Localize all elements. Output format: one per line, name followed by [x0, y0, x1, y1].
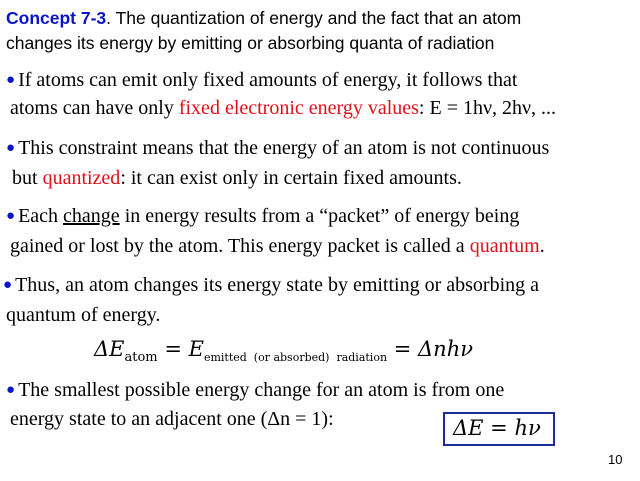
- highlight-text: fixed electronic energy values: [178, 97, 419, 119]
- bullet-5-line2: [10, 407, 334, 431]
- bullet-text: The smallest possible energy change for an atom is from one: [18, 379, 505, 401]
- equation-middle-subscript: emitted (or absorbed) radiation: [203, 351, 388, 364]
- bullet-icon: ●: [6, 72, 16, 88]
- equals-sign: =: [157, 337, 189, 361]
- bullet-5-line1: [6, 378, 504, 404]
- bullet-2-line2: [12, 166, 462, 190]
- equation-lhs: ΔE: [94, 337, 125, 361]
- boxed-equation: [443, 412, 555, 446]
- bullet-4-line1: [3, 273, 539, 299]
- bullet-text: energy state to an adjacent one (Δn = 1):: [10, 408, 334, 430]
- highlight-text: quantum: [469, 235, 540, 257]
- bullet-text: Thus, an atom changes its energy state by emitting or absorbing a: [15, 274, 540, 296]
- bullet-2-line1: [6, 136, 549, 162]
- bullet-text: atoms can have only: [10, 97, 179, 119]
- slide-title-line2: [6, 32, 494, 54]
- equation-lhs-subscript: atom: [124, 350, 158, 365]
- title-text-2: changes its energy by emitting or absorbing quanta of radiation: [6, 33, 495, 53]
- boxed-equation-text: ΔE = hν: [453, 416, 541, 440]
- bullet-text: : E = 1hν, 2hν, ...: [418, 97, 557, 119]
- equation-rhs: Δnhν: [418, 337, 473, 361]
- title-text: . The quantization of energy and the fact that an atom: [106, 8, 522, 28]
- bullet-text: but: [12, 167, 43, 189]
- bullet-1-line2: [10, 96, 556, 120]
- bullet-text: gained or lost by the atom. This energy packet is called a: [10, 235, 470, 257]
- bullet-3-line1: [6, 204, 519, 230]
- bullet-text: : it can exist only in certain fixed amounts.: [120, 167, 462, 189]
- bullet-1-line1: [6, 68, 517, 94]
- bullet-text: quantum of energy.: [6, 304, 161, 326]
- page-number: 10: [608, 452, 623, 467]
- bullet-text: This constraint means that the energy of an atom is not continuous: [18, 137, 550, 159]
- equals-sign: =: [387, 337, 418, 361]
- highlight-text: quantized: [42, 167, 121, 189]
- bullet-text: .: [539, 235, 545, 257]
- equation-middle: E: [188, 337, 204, 361]
- bullet-3-line2: [10, 234, 545, 258]
- bullet-4-line2: [6, 303, 160, 327]
- concept-label: Concept 7-3: [6, 8, 107, 28]
- bullet-text: in energy results from a “packet” of energy being: [119, 205, 520, 227]
- bullet-icon: ●: [3, 277, 13, 293]
- bullet-icon: ●: [6, 208, 16, 224]
- slide-title-line1: [6, 7, 521, 29]
- bullet-icon: ●: [6, 382, 16, 398]
- underlined-text: change: [63, 205, 120, 227]
- bullet-text: If atoms can emit only fixed amounts of energy, it follows that: [18, 69, 518, 91]
- bullet-icon: ●: [6, 140, 16, 156]
- energy-equation: [94, 334, 473, 373]
- bullet-text: Each: [18, 205, 64, 227]
